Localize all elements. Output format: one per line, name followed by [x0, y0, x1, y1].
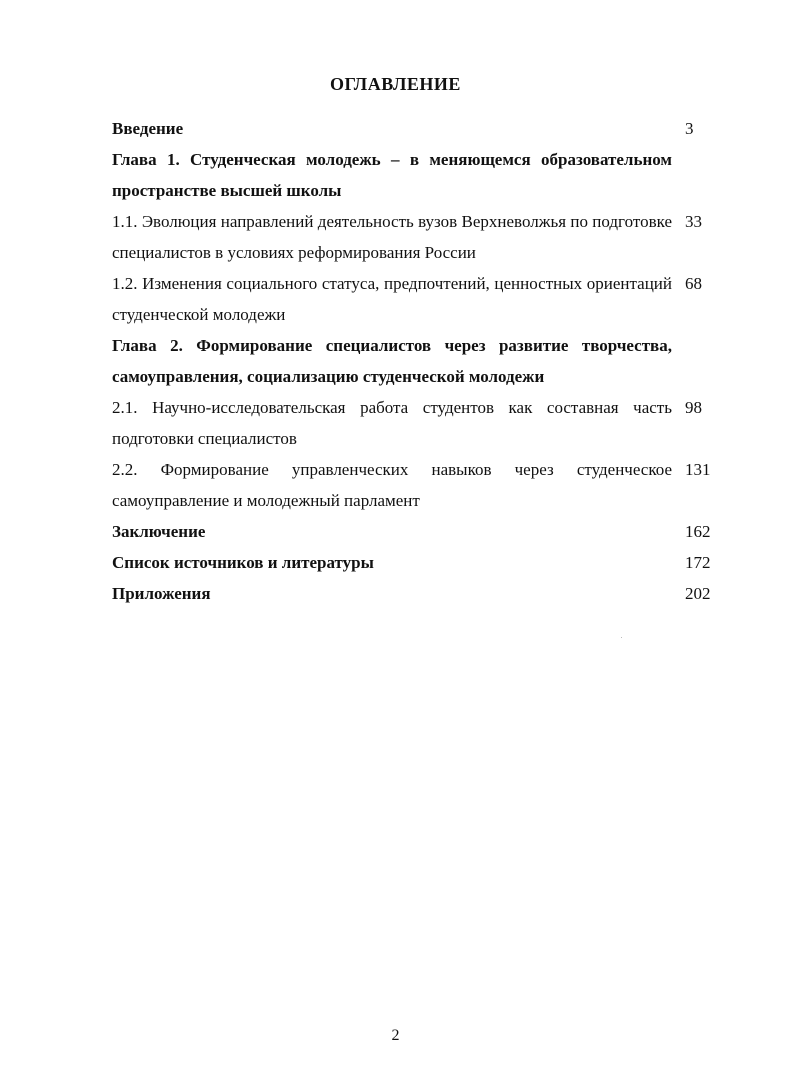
toc-entry-introduction — [112, 113, 715, 144]
toc-entry-page: 3 — [685, 119, 694, 138]
toc-entry-appendices — [112, 578, 715, 609]
toc-entry-text: Глава 1. Студенческая молодежь – в меняющемся образовательном пространстве высшей школы — [112, 150, 672, 200]
toc-entry-section-2-1 — [112, 392, 715, 454]
toc-entry-page: 131 — [685, 460, 711, 479]
page-title: ОГЛАВЛЕНИЕ — [330, 74, 461, 94]
toc-entry-references — [112, 547, 715, 578]
toc-entry-chapter-1 — [112, 144, 715, 206]
toc-entry-text: Глава 2. Формирование специалистов через развитие творчества, самоуправления, социализацию студенческой молодежи — [112, 336, 672, 386]
toc-entry-text: Список источников и литературы — [112, 553, 374, 572]
toc-entry-page: 202 — [685, 584, 711, 603]
toc-entry-page: 33 — [685, 212, 702, 231]
toc-entry-section-1-1 — [112, 206, 715, 268]
toc-entry-section-1-2 — [112, 268, 715, 330]
toc-entry-text: 1.1. Эволюция направлений деятельность вузов Верхневолжья по подготовке специалистов в условиях реформирования России — [112, 212, 672, 262]
toc-entry-text: 2.2. Формирование управленческих навыков через студенческое самоуправление и молодежный парламент — [112, 460, 672, 510]
toc-entry-text: 2.1. Научно-исследовательская работа студентов как составная часть подготовки специалистов — [112, 398, 672, 448]
page-number: 2 — [391, 1027, 400, 1044]
toc-entry-text: Введение — [112, 119, 184, 138]
toc-entry-chapter-2 — [112, 330, 715, 392]
toc-entry-page: 98 — [685, 398, 702, 417]
toc-entry-section-2-2 — [112, 454, 715, 516]
toc-entry-page: 162 — [685, 522, 711, 541]
table-of-contents — [112, 113, 715, 609]
toc-entry-conclusion — [112, 516, 715, 547]
toc-entry-page: 68 — [685, 274, 702, 293]
toc-entry-text: 1.2. Изменения социального статуса, предпочтений, ценностных ориентаций студенческой молодежи — [112, 274, 672, 324]
scan-speck — [621, 637, 622, 638]
toc-entry-text: Приложения — [112, 584, 211, 603]
toc-entry-page: 172 — [685, 553, 711, 572]
toc-entry-text: Заключение — [112, 522, 206, 541]
